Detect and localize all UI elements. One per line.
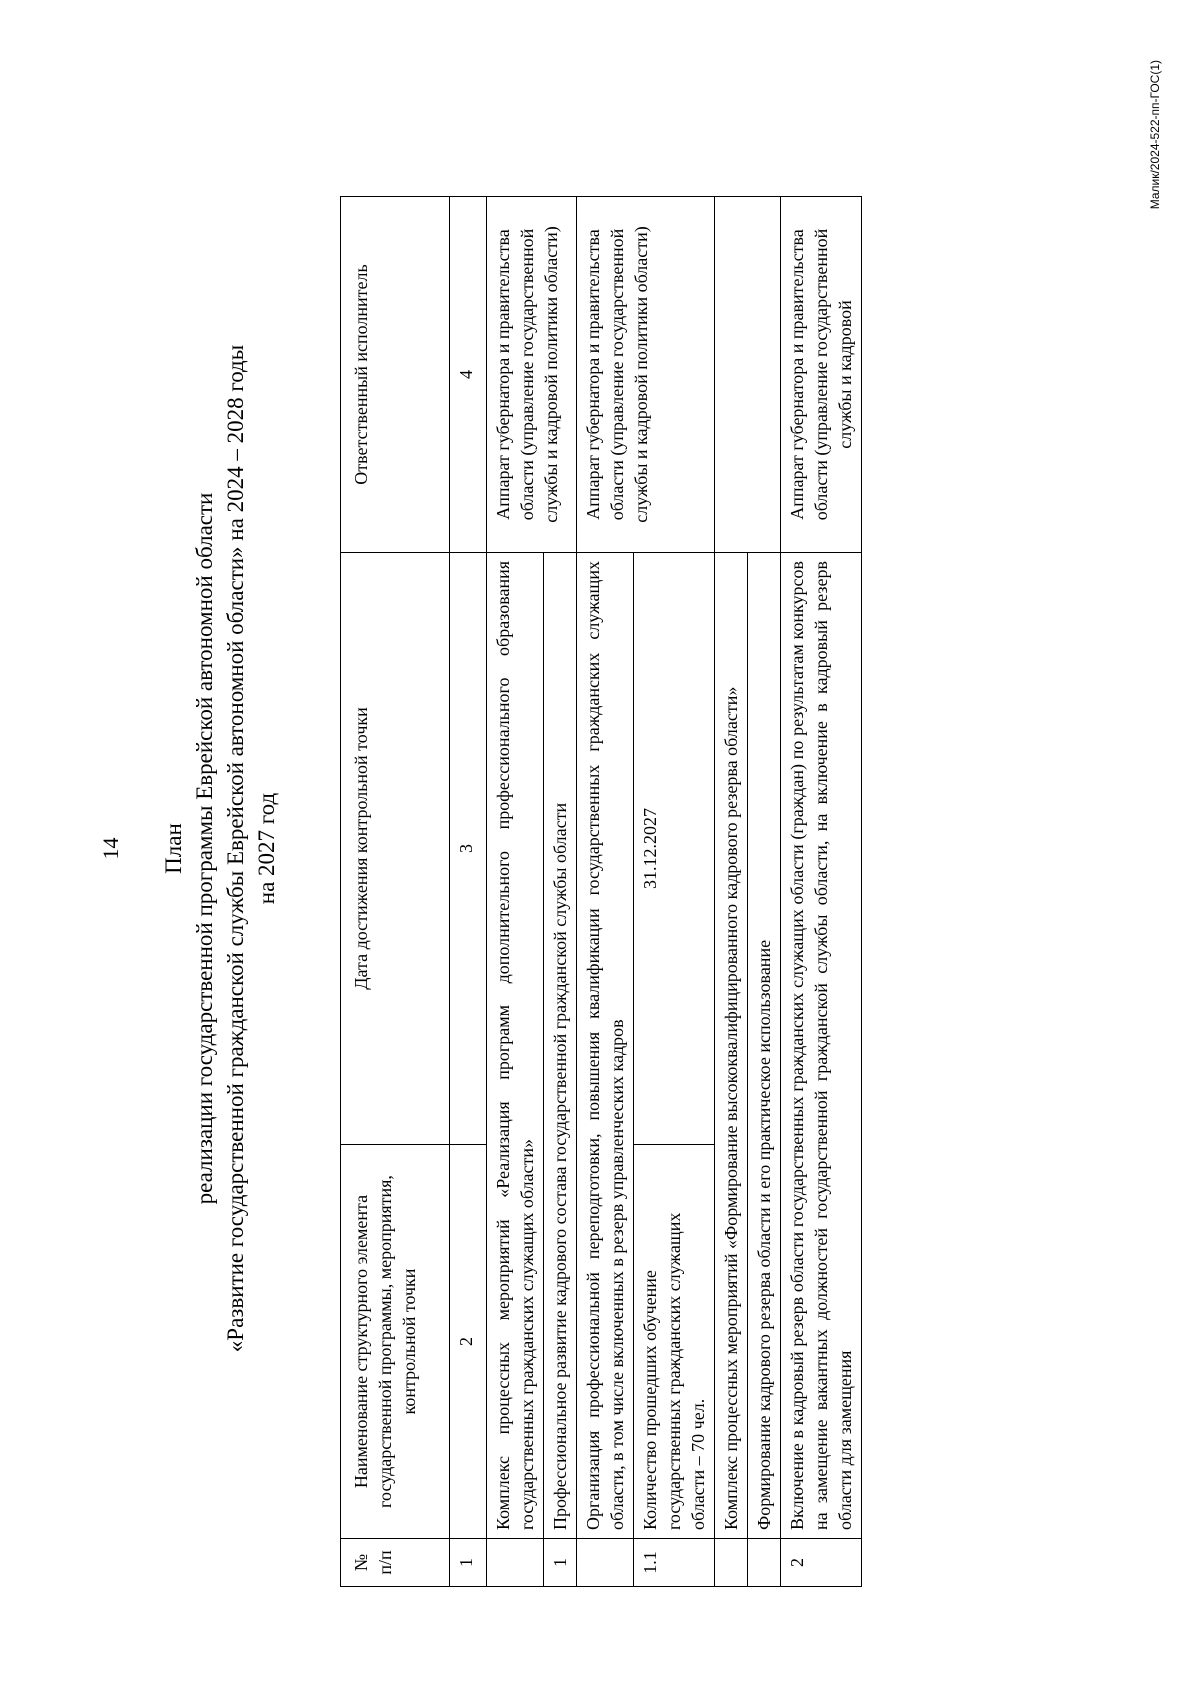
column-index: 4 bbox=[450, 197, 487, 553]
row-num-empty bbox=[748, 1539, 781, 1587]
page-number: 14 bbox=[98, 837, 123, 860]
responsible-executor-2: Аппарат губернатора и правительства области (управление государственной службы и кадровой политики области) bbox=[577, 197, 715, 553]
row-num: 1.1 bbox=[634, 1539, 715, 1587]
table-row bbox=[715, 197, 748, 1587]
title-line-plan: План bbox=[161, 823, 186, 874]
table-row bbox=[781, 197, 862, 1587]
complex-event-1: Комплекс процессных мероприятий «Реализация программ дополнительного профессионального образования государственных гражданских служащих области» bbox=[487, 553, 544, 1539]
column-index: 1 bbox=[450, 1539, 487, 1587]
document-title bbox=[158, 0, 282, 1697]
row-num: 2 bbox=[781, 1539, 862, 1587]
task-1: Профессиональное развитие кадрового состава государственной гражданской службы области bbox=[544, 553, 577, 1539]
table-row bbox=[577, 197, 634, 1587]
column-index: 3 bbox=[450, 553, 487, 1145]
title-line-program: реализации государственной программы Еврейской автономной области bbox=[192, 492, 217, 1205]
row-num-empty bbox=[715, 1539, 748, 1587]
responsible-executor-1: Аппарат губернатора и правительства области (управление государственной службы и кадровой политики области) bbox=[487, 197, 577, 553]
row-num-empty bbox=[487, 1539, 544, 1587]
header-num: № п/п bbox=[341, 1539, 450, 1587]
column-index-row bbox=[450, 197, 487, 1587]
table-header-row bbox=[341, 197, 450, 1587]
header-name: Наименование структурного элемента государственной программы, мероприятия, контрольной точки bbox=[341, 1145, 450, 1539]
control-point-date: 31.12.2027 bbox=[634, 553, 715, 1145]
complex-event-2: Комплекс процессных мероприятий «Формирование высококвалифицированного кадрового резерва области» bbox=[715, 553, 748, 1539]
plan-table bbox=[340, 196, 862, 1587]
title-line-program-name: «Развитие государственной гражданской службы Еврейской автономной области» на 2024 – 2028 годы bbox=[223, 344, 248, 1353]
row-num-empty bbox=[577, 1539, 634, 1587]
event-2: Включение в кадровый резерв области государственных гражданских служащих области (граждан) по результатам конкурсов на замещение вакантных должностей государственной гражданской службы области, на включение в кадровый резерв области для замещения bbox=[781, 553, 862, 1539]
event-1: Организация профессиональной переподготовки, повышения квалификации государственных гражданских служащих области, в том числе включенных в резерв управленческих кадров bbox=[577, 553, 634, 1539]
title-line-year: на 2027 год bbox=[254, 792, 279, 905]
document-code: Малик/2024-522-пп-ГОС(1) bbox=[1148, 60, 1162, 210]
header-date: Дата достижения контрольной точки bbox=[341, 553, 450, 1145]
control-point-name: Количество прошедших обучение государственных гражданских служащих области – 70 чел. bbox=[634, 1145, 715, 1539]
responsible-executor-3: Аппарат губернатора и правительства области (управление государственной службы и кадровой bbox=[781, 197, 862, 553]
header-responsible: Ответственный исполнитель bbox=[341, 197, 450, 553]
table-row bbox=[487, 197, 544, 1587]
responsible-empty bbox=[715, 197, 781, 553]
column-index: 2 bbox=[450, 1145, 487, 1539]
task-2: Формирование кадрового резерва области и его практическое использование bbox=[748, 553, 781, 1539]
row-num: 1 bbox=[544, 1539, 577, 1587]
